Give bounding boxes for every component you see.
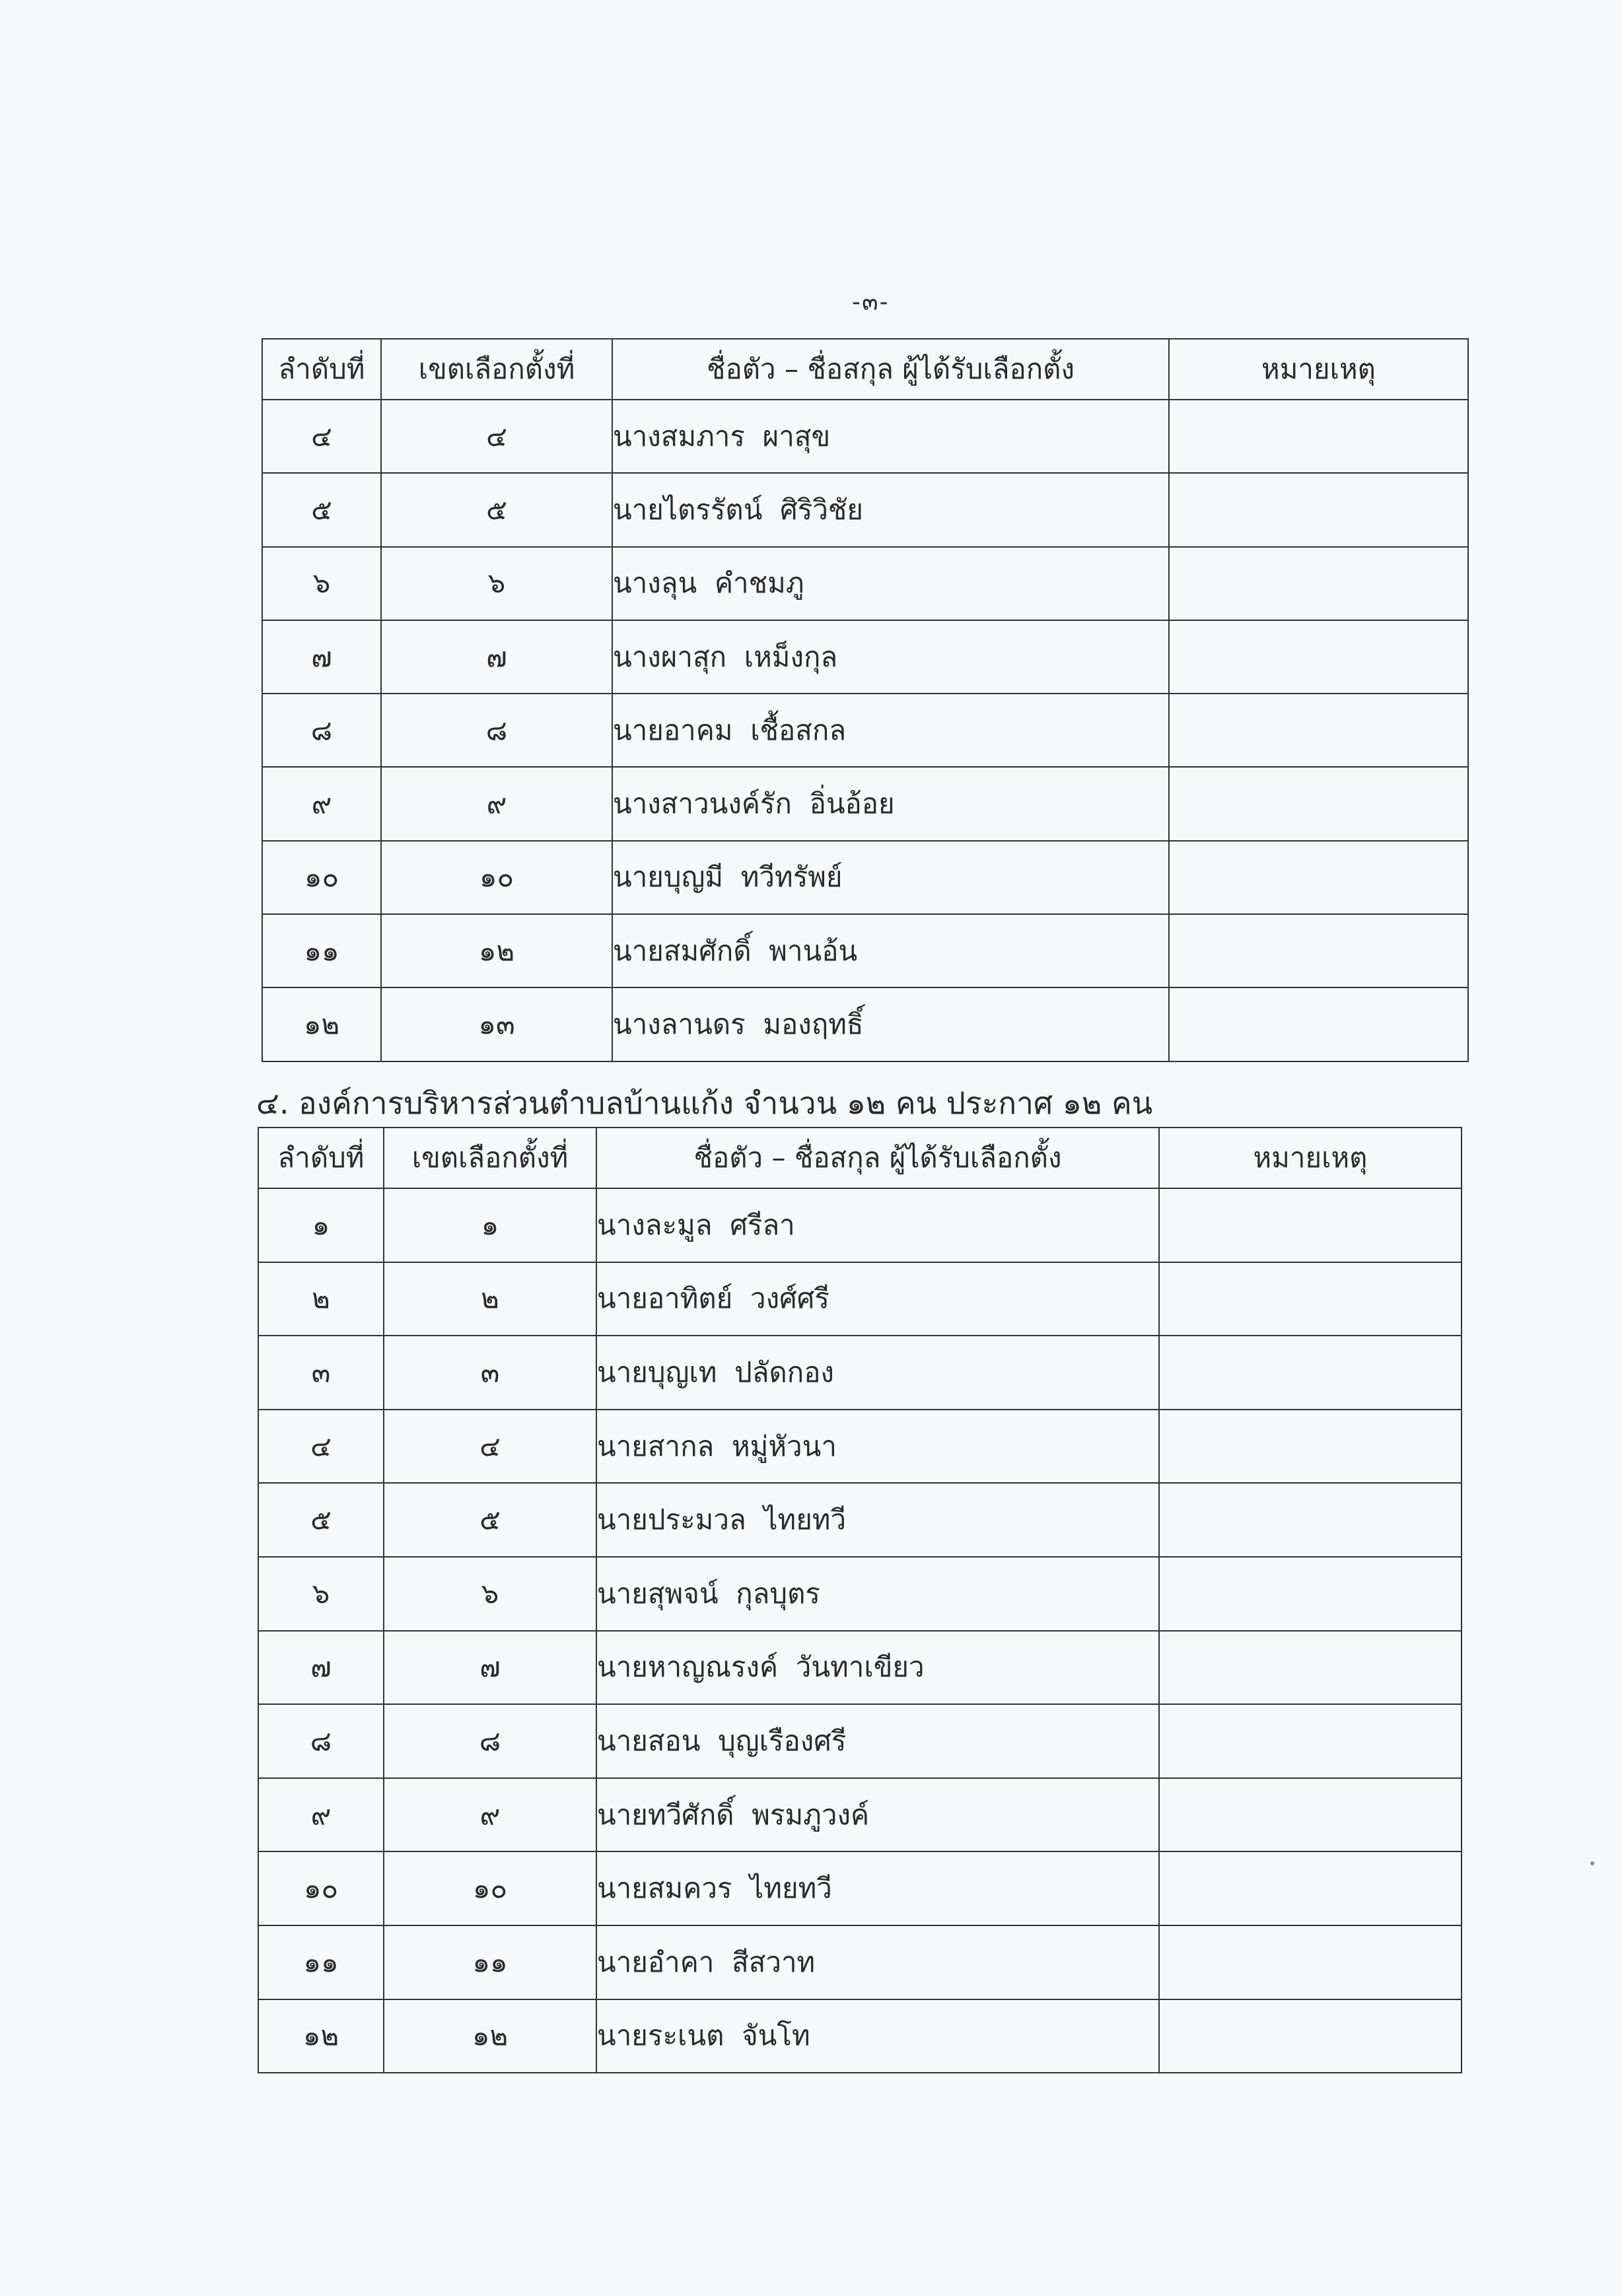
name-cell: นายอาคม เชื้อสกล	[612, 694, 1169, 767]
name-cell: นายระเนต จันโท	[596, 1999, 1159, 2073]
district-cell: ๑๒	[384, 1999, 596, 2073]
name-cell: นายสากล หมู่หัวนา	[596, 1410, 1159, 1484]
note-cell	[1169, 620, 1468, 694]
district-cell: ๑๑	[384, 1925, 596, 1999]
district-cell: ๑	[384, 1188, 596, 1262]
table-row	[262, 400, 1468, 473]
note-cell	[1159, 1483, 1462, 1557]
order-cell: ๓	[258, 1336, 384, 1410]
column-header-order: ลำดับที่	[262, 339, 381, 400]
order-cell: ๑	[258, 1188, 384, 1262]
table-row	[258, 1631, 1462, 1705]
table-row	[262, 987, 1468, 1061]
order-cell: ๘	[258, 1704, 384, 1778]
note-cell	[1159, 1631, 1462, 1705]
table-row	[258, 1851, 1462, 1925]
column-header-note: หมายเหตุ	[1169, 339, 1468, 400]
district-cell: ๕	[384, 1483, 596, 1557]
name-cell: นายอำคา สีสวาท	[596, 1925, 1159, 1999]
column-header-name: ชื่อตัว – ชื่อสกุล ผู้ได้รับเลือกตั้ง	[596, 1128, 1159, 1188]
note-cell	[1169, 547, 1468, 620]
name-cell: นายประมวล ไทยทวี	[596, 1483, 1159, 1557]
page-number: -๓-	[852, 289, 890, 316]
order-cell: ๖	[258, 1557, 384, 1631]
name-cell: นายสอน บุญเรืองศรี	[596, 1704, 1159, 1778]
table-body	[258, 1188, 1462, 2073]
note-cell	[1159, 1557, 1462, 1631]
note-cell	[1159, 1336, 1462, 1410]
table-row	[262, 914, 1468, 987]
order-cell: ๑๒	[262, 987, 381, 1061]
name-cell: นายหาญณรงค์ วันทาเขียว	[596, 1631, 1159, 1705]
order-cell: ๙	[258, 1778, 384, 1852]
district-cell: ๑๓	[381, 987, 612, 1061]
note-cell	[1159, 1925, 1462, 1999]
name-cell: นางลานดร มองฤทธิ์	[612, 987, 1169, 1061]
name-cell: นางสาวนงค์รัก อิ่นอ้อย	[612, 767, 1169, 840]
note-cell	[1169, 914, 1468, 987]
column-header-district: เขตเลือกตั้งที่	[381, 339, 612, 400]
results-table-continued	[262, 338, 1469, 1062]
district-cell: ๙	[384, 1778, 596, 1852]
district-cell: ๑๐	[384, 1851, 596, 1925]
order-cell: ๔	[262, 400, 381, 473]
table-header-row	[258, 1128, 1462, 1188]
column-header-district: เขตเลือกตั้งที่	[384, 1128, 596, 1188]
name-cell: นายบุญมี ทวีทรัพย์	[612, 841, 1169, 914]
note-cell	[1169, 841, 1468, 914]
district-cell: ๑๐	[381, 841, 612, 914]
name-cell: นางลุน คำชมภู	[612, 547, 1169, 620]
table-row	[262, 473, 1468, 546]
district-cell: ๔	[384, 1410, 596, 1484]
note-cell	[1169, 767, 1468, 840]
order-cell: ๗	[262, 620, 381, 694]
scan-speck	[1590, 1861, 1594, 1865]
order-cell: ๗	[258, 1631, 384, 1705]
table-row	[258, 1188, 1462, 1262]
name-cell: นายสมศักดิ์ พานอ้น	[612, 914, 1169, 987]
table-row	[262, 767, 1468, 840]
note-cell	[1159, 1704, 1462, 1778]
district-cell: ๒	[384, 1262, 596, 1336]
name-cell: นางสมภาร ผาสุข	[612, 400, 1169, 473]
order-cell: ๑๑	[258, 1925, 384, 1999]
column-header-name: ชื่อตัว – ชื่อสกุล ผู้ได้รับเลือกตั้ง	[612, 339, 1169, 400]
order-cell: ๕	[258, 1483, 384, 1557]
table-row	[258, 1925, 1462, 1999]
district-cell: ๖	[384, 1557, 596, 1631]
district-cell: ๕	[381, 473, 612, 546]
table-row	[258, 1778, 1462, 1852]
table-row	[258, 1262, 1462, 1336]
note-cell	[1159, 1999, 1462, 2073]
district-cell: ๘	[384, 1704, 596, 1778]
column-header-note: หมายเหตุ	[1159, 1128, 1462, 1188]
order-cell: ๖	[262, 547, 381, 620]
table-row	[262, 620, 1468, 694]
order-cell: ๒	[258, 1262, 384, 1336]
order-cell: ๑๑	[262, 914, 381, 987]
table-row	[262, 841, 1468, 914]
name-cell: นายทวีศักดิ์ พรมภูวงค์	[596, 1778, 1159, 1852]
order-cell: ๙	[262, 767, 381, 840]
table-row	[262, 694, 1468, 767]
district-cell: ๙	[381, 767, 612, 840]
note-cell	[1159, 1778, 1462, 1852]
district-cell: ๘	[381, 694, 612, 767]
name-cell: นางละมูล ศรีลา	[596, 1188, 1159, 1262]
order-cell: ๕	[262, 473, 381, 546]
note-cell	[1159, 1410, 1462, 1484]
table-row	[258, 1336, 1462, 1410]
note-cell	[1159, 1262, 1462, 1336]
order-cell: ๑๐	[258, 1851, 384, 1925]
name-cell: นายไตรรัตน์ ศิริวิชัย	[612, 473, 1169, 546]
column-header-order: ลำดับที่	[258, 1128, 384, 1188]
note-cell	[1169, 694, 1468, 767]
table-row	[258, 1999, 1462, 2073]
order-cell: ๔	[258, 1410, 384, 1484]
name-cell: นายสมควร ไทยทวี	[596, 1851, 1159, 1925]
note-cell	[1159, 1188, 1462, 1262]
table-row	[262, 547, 1468, 620]
name-cell: นายบุญเท ปลัดกอง	[596, 1336, 1159, 1410]
note-cell	[1169, 473, 1468, 546]
table-row	[258, 1410, 1462, 1484]
name-cell: นายอาทิตย์ วงศ์ศรี	[596, 1262, 1159, 1336]
district-cell: ๗	[384, 1631, 596, 1705]
order-cell: ๘	[262, 694, 381, 767]
district-cell: ๔	[381, 400, 612, 473]
district-cell: ๑๒	[381, 914, 612, 987]
table-body	[262, 400, 1468, 1061]
order-cell: ๑๒	[258, 1999, 384, 2073]
district-cell: ๓	[384, 1336, 596, 1410]
table-header-row	[262, 339, 1468, 400]
order-cell: ๑๐	[262, 841, 381, 914]
name-cell: นางผาสุก เหม็งกุล	[612, 620, 1169, 694]
district-cell: ๖	[381, 547, 612, 620]
note-cell	[1169, 400, 1468, 473]
results-table-ban-kaeng	[258, 1127, 1462, 2073]
name-cell: นายสุพจน์ กุลบุตร	[596, 1557, 1159, 1631]
note-cell	[1159, 1851, 1462, 1925]
note-cell	[1169, 987, 1468, 1061]
table-row	[258, 1704, 1462, 1778]
section-heading: ๔. องค์การบริหารส่วนตำบลบ้านแก้ง จำนวน ๑๒ คน ประกาศ ๑๒ คน	[256, 1085, 1153, 1121]
table-row	[258, 1483, 1462, 1557]
district-cell: ๗	[381, 620, 612, 694]
table-row	[258, 1557, 1462, 1631]
